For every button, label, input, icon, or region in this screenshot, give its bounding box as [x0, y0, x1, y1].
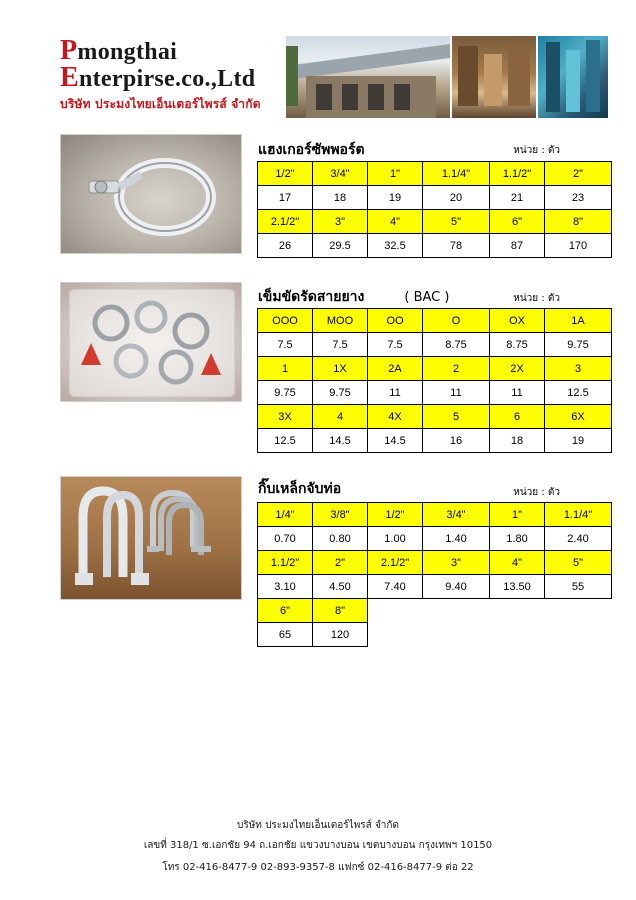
pipe-clip-photo	[60, 476, 242, 600]
price-cell: 14.5	[368, 429, 423, 453]
size-cell: 2"	[545, 162, 612, 186]
size-cell: 6X	[545, 405, 612, 429]
size-cell: 5"	[423, 210, 490, 234]
table-row	[258, 551, 612, 575]
size-cell: 5"	[545, 551, 612, 575]
price-cell: 0.70	[258, 527, 313, 551]
price-cell: 8.75	[423, 333, 490, 357]
size-cell: OO	[368, 309, 423, 333]
size-cell: 8"	[313, 599, 368, 623]
size-cell: 6"	[258, 599, 313, 623]
price-cell: 32.5	[368, 234, 423, 258]
size-cell: 3	[545, 357, 612, 381]
footer-address: เลขที่ 318/1 ซ.เอกชัย 94 ถ.เอกชัย แขวงบางบอน เขตบางบอน กรุงเทพฯ 10150	[143, 840, 493, 851]
price-cell: 19	[545, 429, 612, 453]
size-cell: 1/2"	[258, 162, 313, 186]
price-cell: 7.5	[258, 333, 313, 357]
price-cell: 1.00	[368, 527, 423, 551]
size-cell: 2X	[490, 357, 545, 381]
company-logo	[60, 35, 290, 114]
price-cell: 8.75	[490, 333, 545, 357]
size-cell: 6"	[490, 210, 545, 234]
price-cell: 1.40	[423, 527, 490, 551]
size-cell: 3"	[313, 210, 368, 234]
table-row	[258, 309, 612, 333]
price-cell: 87	[490, 234, 545, 258]
section-title-hanger: แฮงเกอร์ซัพพอร์ต	[258, 142, 365, 158]
size-cell: 3/4"	[313, 162, 368, 186]
price-cell: 12.5	[258, 429, 313, 453]
size-cell: 1/4"	[258, 503, 313, 527]
price-cell: 20	[423, 186, 490, 210]
price-cell: 18	[313, 186, 368, 210]
hose-clamp-bag-photo	[60, 282, 242, 402]
price-cell: 14.5	[313, 429, 368, 453]
size-cell: OOO	[258, 309, 313, 333]
price-cell: 23	[545, 186, 612, 210]
price-cell: 11	[423, 381, 490, 405]
table-row	[258, 234, 612, 258]
size-cell: 1"	[368, 162, 423, 186]
table-row	[258, 429, 612, 453]
size-cell: 3X	[258, 405, 313, 429]
price-cell: 9.75	[545, 333, 612, 357]
logo-line-2: Enterpirse.co.,Ltd	[60, 62, 256, 93]
size-cell: 2A	[368, 357, 423, 381]
table-row	[258, 381, 612, 405]
warehouse-photo	[452, 36, 536, 118]
size-cell: 3/4"	[423, 503, 490, 527]
footer-company-name: บริษัท ประมงไทยเอ็นเตอร์ไพรส์ จำกัด	[237, 820, 399, 831]
empty-cell	[423, 599, 490, 623]
price-table-hanger	[257, 161, 612, 258]
logo-line-1: Pmongthai	[60, 35, 178, 66]
empty-cell	[490, 599, 545, 623]
size-cell: 1"	[490, 503, 545, 527]
price-cell: 7.5	[368, 333, 423, 357]
size-cell: 2	[423, 357, 490, 381]
unit-label-hose-clamp: หน่วย : ตัว	[513, 293, 560, 304]
price-cell: 3.10	[258, 575, 313, 599]
price-cell: 29.5	[313, 234, 368, 258]
size-cell: 5	[423, 405, 490, 429]
size-cell: 4"	[368, 210, 423, 234]
price-cell: 21	[490, 186, 545, 210]
logo-thai-name: บริษัท ประมงไทยเอ็นเตอร์ไพรส์ จำกัด	[60, 97, 261, 111]
empty-cell	[423, 623, 490, 647]
price-cell: 170	[545, 234, 612, 258]
unit-label-hanger: หน่วย : ตัว	[513, 145, 560, 156]
size-cell: 3/8"	[313, 503, 368, 527]
size-cell: 1	[258, 357, 313, 381]
size-cell: 1.1/4"	[423, 162, 490, 186]
size-cell: 2.1/2"	[258, 210, 313, 234]
price-cell: 120	[313, 623, 368, 647]
price-cell: 9.40	[423, 575, 490, 599]
price-cell: 4.50	[313, 575, 368, 599]
empty-cell	[368, 599, 423, 623]
price-cell: 13.50	[490, 575, 545, 599]
price-table-pipe-clip	[257, 502, 612, 647]
price-cell: 0.80	[313, 527, 368, 551]
table-row	[258, 599, 612, 623]
size-cell: MOO	[313, 309, 368, 333]
size-cell: OX	[490, 309, 545, 333]
hanger-support-photo	[60, 134, 242, 254]
size-cell: 6	[490, 405, 545, 429]
table-row	[258, 575, 612, 599]
price-cell: 7.40	[368, 575, 423, 599]
price-cell: 7.5	[313, 333, 368, 357]
size-cell: 1.1/4"	[545, 503, 612, 527]
size-cell: 4X	[368, 405, 423, 429]
building-photo	[286, 36, 450, 118]
price-cell: 11	[368, 381, 423, 405]
size-cell: O	[423, 309, 490, 333]
size-cell: 1.1/2"	[258, 551, 313, 575]
price-cell: 12.5	[545, 381, 612, 405]
table-row	[258, 503, 612, 527]
table-row	[258, 357, 612, 381]
price-cell: 26	[258, 234, 313, 258]
price-cell: 55	[545, 575, 612, 599]
unit-label-pipe-clip: หน่วย : ตัว	[513, 487, 560, 498]
price-cell: 18	[490, 429, 545, 453]
size-cell: 1A	[545, 309, 612, 333]
table-row	[258, 162, 612, 186]
size-cell: 2.1/2"	[368, 551, 423, 575]
price-table-hose-clamp	[257, 308, 612, 453]
price-cell: 17	[258, 186, 313, 210]
empty-cell	[545, 623, 612, 647]
price-cell: 1.80	[490, 527, 545, 551]
empty-cell	[490, 623, 545, 647]
table-row	[258, 186, 612, 210]
table-row	[258, 623, 612, 647]
price-cell: 11	[490, 381, 545, 405]
price-cell: 16	[423, 429, 490, 453]
shelves-photo	[538, 36, 608, 118]
table-row	[258, 527, 612, 551]
size-cell: 2"	[313, 551, 368, 575]
footer-phone: โทร 02-416-8477-9 02-893-9357-8 แฟกซ์ 02-416-8477-9 ต่อ 22	[162, 862, 474, 873]
price-cell: 78	[423, 234, 490, 258]
section-title-pipe-clip: กิ๊บเหล็กจับท่อ	[258, 481, 342, 497]
size-cell: 3"	[423, 551, 490, 575]
size-cell: 1.1/2"	[490, 162, 545, 186]
table-row	[258, 210, 612, 234]
size-cell: 1/2"	[368, 503, 423, 527]
price-cell: 19	[368, 186, 423, 210]
price-cell: 2.40	[545, 527, 612, 551]
header-photo-strip	[286, 36, 608, 118]
table-row	[258, 405, 612, 429]
price-cell: 65	[258, 623, 313, 647]
size-cell: 8"	[545, 210, 612, 234]
size-cell: 1X	[313, 357, 368, 381]
size-cell: 4	[313, 405, 368, 429]
size-cell: 4"	[490, 551, 545, 575]
price-cell: 9.75	[313, 381, 368, 405]
section-title-hose-clamp: เข็มขัดรัดสายยาง ( BAC )	[258, 289, 450, 305]
table-row	[258, 333, 612, 357]
empty-cell	[368, 623, 423, 647]
empty-cell	[545, 599, 612, 623]
price-cell: 9.75	[258, 381, 313, 405]
